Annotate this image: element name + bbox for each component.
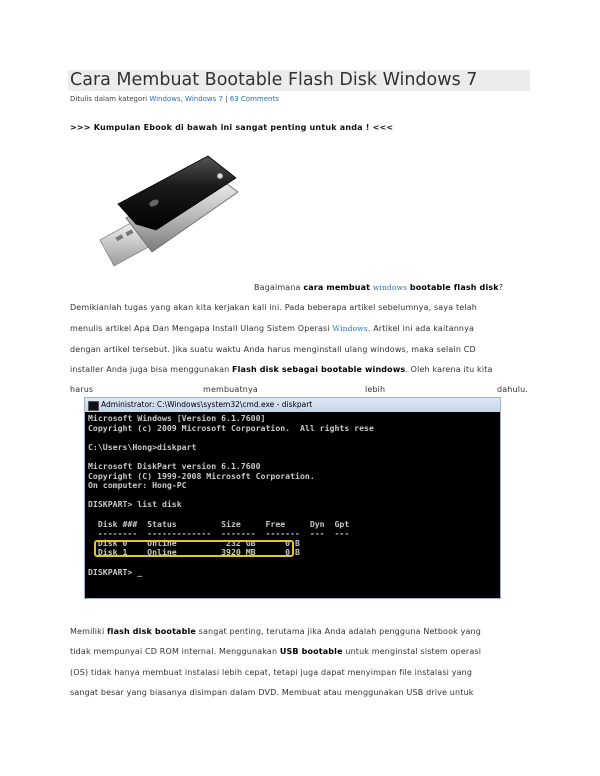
para1-line5 xyxy=(70,360,493,381)
para1-line3 xyxy=(70,319,474,340)
para1-line6-word: membuatnya xyxy=(203,385,258,394)
comments-link[interactable]: 63 Comments xyxy=(229,95,279,103)
para2-line3: (OS) tidak hanya membuat instalasi lebih cepat, tetapi juga dapat menyimpan file instalasi yang xyxy=(70,668,473,677)
cmd-screenshot xyxy=(84,397,501,599)
text: sangat penting, terutama jika Anda adalah pengguna Netbook yang xyxy=(195,627,481,636)
cmd-output: Microsoft Windows [Version 6.1.7600] Copyright (c) 2009 Microsoft Corporation. All rights rese C:\Users\Hong>diskpart Microsoft DiskPart version 6.1.7600 Copyright (C) 1999-2008 Microsoft Corporation. On computer: Hong-PC DISKPART> list disk Disk ### Status Size Free Dyn Gpt -------- ------------- ------- ------- --- --- Disk 0 Online 232 GB 0 B Disk 1 Online 3920 MB 0 B DISKPART> _ xyxy=(88,413,374,577)
cmd-title-text: Administrator: C:\Windows\system32\cmd.exe - diskpart xyxy=(101,400,313,409)
text: Bagaimana xyxy=(254,283,304,292)
para1-line6-word: dahulu. xyxy=(497,385,529,394)
post-meta xyxy=(70,95,279,103)
text: menulis artikel Apa Dan Mengapa Install Ulang Sistem Operasi xyxy=(70,324,333,333)
bold-text: flash disk bootable xyxy=(107,627,196,636)
windows-link[interactable]: Windows xyxy=(332,324,368,333)
text: untuk menginstal sistem operasi xyxy=(342,647,482,656)
meta-sep: | xyxy=(222,95,230,103)
page-title: Cara Membuat Bootable Flash Disk Windows 7 xyxy=(68,70,530,91)
cmd-icon xyxy=(88,401,99,411)
text: installer Anda juga bisa menggunakan xyxy=(70,365,233,374)
text: . Oleh karena itu kita xyxy=(405,365,493,374)
text: tidak mempunyai CD ROM internal. Menggunakan xyxy=(70,647,280,656)
ebook-promo: >>> Kumpulan Ebook di bawah ini sangat penting untuk anda ! <<< xyxy=(70,123,394,132)
text: Memiliki xyxy=(70,627,108,636)
bold-text: cara membuat xyxy=(303,283,371,292)
meta-sep: , xyxy=(180,95,186,103)
meta-prefix: Ditulis dalam kategori xyxy=(70,95,150,103)
para2-line1 xyxy=(70,622,481,643)
category-link-windows7[interactable]: Windows 7 xyxy=(185,95,223,103)
para1-line1 xyxy=(254,278,503,299)
bold-text: USB bootable xyxy=(279,647,343,656)
para1-line6-word: harus xyxy=(70,385,94,394)
text: ? xyxy=(498,283,504,292)
windows-link[interactable]: windows xyxy=(372,283,408,292)
bold-text: bootable flash disk xyxy=(409,283,499,292)
para1-line4: dengan artikel tersebut. Jika suatu waktu Anda harus menginstall ulang windows, maka selain CD xyxy=(70,345,476,354)
text: . Artikel ini ada kaitannya xyxy=(367,324,475,333)
para1-line2: Demikianlah tugas yang akan kita kerjakan kali ini. Pada beberapa artikel sebelumnya, saya telah xyxy=(70,303,477,312)
para2-line2 xyxy=(70,642,481,663)
para1-line6-word: lebih xyxy=(365,385,386,394)
para2-line4: sangat besar yang biasanya disimpan dalam DVD. Membuat atau menggunakan USB drive untuk xyxy=(70,688,474,697)
bold-text: Flash disk sebagai bootable windows xyxy=(232,365,406,374)
category-link-windows[interactable]: Windows xyxy=(149,95,181,103)
usb-flash-drive-image xyxy=(96,148,246,278)
disk1-highlight-box xyxy=(94,540,294,557)
cmd-window-title xyxy=(85,398,500,412)
